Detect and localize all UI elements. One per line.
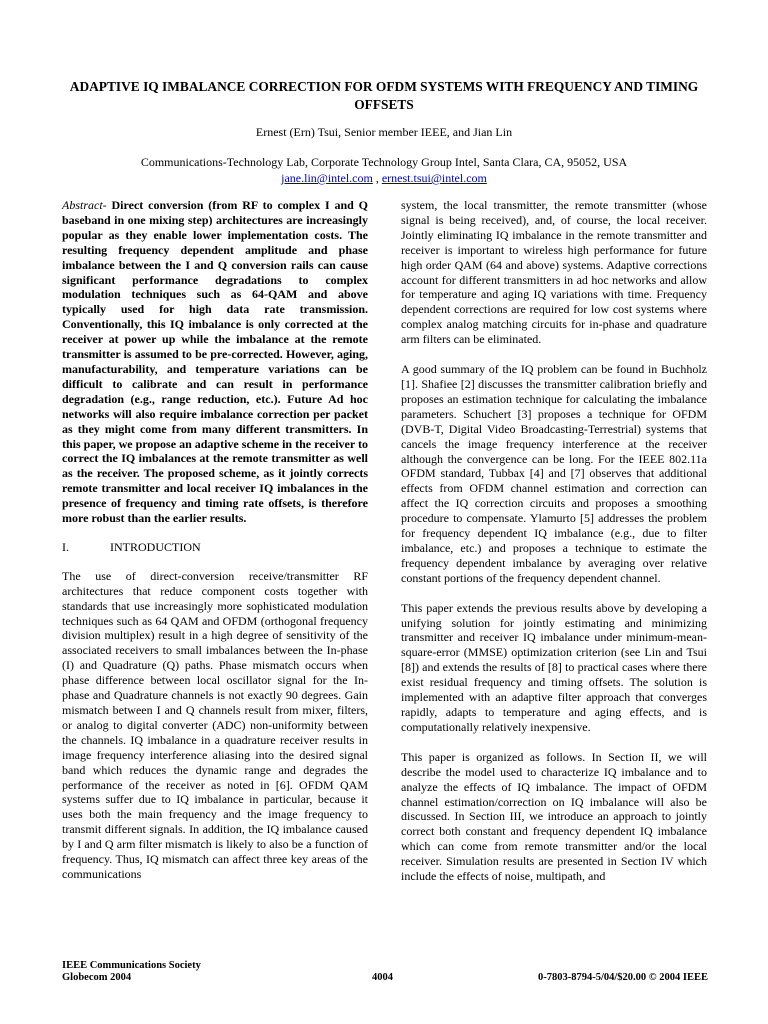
email-link-lin[interactable]: jane.lin@intel.com [281, 171, 373, 185]
affiliation-line: Communications-Technology Lab, Corporate Technology Group Intel, Santa Clara, CA, 95052, USA [140, 155, 628, 169]
section-heading-text: INTRODUCTION [110, 539, 201, 554]
footer-left [62, 960, 201, 984]
intro-paragraph-4: This paper is organized as follows. In Section II, we will describe the model used to characterize IQ imbalance and to analyze the effects of IQ imbalance. The impact of OFDM channel estimation/correction on IQ imbalance will also be discussed. In Section III, we introduce an approach to jointly correct both constant and frequency dependent IQ imbalance which can come from remote transmitter and/or the local receiver. Simulation results are presented in Section IV which include the effects of noise, multipath, and [401, 749, 707, 884]
left-column [62, 198, 368, 882]
email-link-tsui[interactable]: ernest.tsui@intel.com [381, 171, 487, 185]
footer-copyright: 0-7803-8794-5/04/$20.00 © 2004 IEEE [537, 972, 708, 983]
intro-paragraph-1-continued: system, the local transmitter, the remote transmitter (whose signal is being received), and, of course, the local receiver. Jointly eliminating IQ imbalance in the remote transmitter and receiver is important to wireless high performance for future high order QAM (64 and above) systems. Adaptive corrections account for different transmitters in ad hoc networks and allow for temperature and aging IQ variations with time. Frequency dependent corrections are required for low cost systems where complex analog matching circuits for in-phase and quadrature arm filters can be eliminated. [401, 198, 707, 347]
footer-page-number: 4004 [372, 972, 393, 983]
author-line: Ernest (Ern) Tsui, Senior member IEEE, and Jian Lin [255, 125, 513, 139]
abstract-text: Direct conversion (from RF to complex I and Q baseband in one mixing step) architectures are increasingly popular as they enable lower implementation costs. The resulting frequency dependent amplitude and phase imbalance between the I and Q conversion rails can cause significant performance degradations to complex modulation techniques such as 64-QAM and above typically used for high data rate transmission. Conventionally, this IQ imbalance is only corrected at the receiver at power up while the imbalance at the remote transmitter is assumed to be pre-corrected. However, aging, manufacturability, and temperature variations can be difficult to calibrate and can result in performance degradation (e.g., range reduction, etc.). Future Ad hoc networks will also require imbalance correction per packet as they might come from many different transmitters. In this paper, we propose an adaptive scheme in the receiver to correct the IQ imbalances at the remote transmitter as well as the receiver. The proposed scheme, as it jointly corrects remote transmitter and local receiver IQ imbalances in the presence of frequency and timing rate offsets, is therefore more robust than the earlier results. [62, 198, 368, 526]
right-column [401, 198, 707, 884]
intro-paragraph-2: A good summary of the IQ problem can be found in Buchholz [1]. Shafiee [2] discusses the transmitter calibration briefly and proposes an estimation technique for calculating the imbalance parameters. Schuchert [3] proposes a technique for OFDM (DVB-T, Digital Video Broadcasting-Terrestrial) systems that cancels the image frequency interference at the receiver although the convergence can be long. For the IEEE 802.11a OFDM standard, Tubbax [4] and [7] observes that additional effects from OFDM channel estimation and correction can affect the IQ correction circuits and proposes a smoothing procedure to compensate. Ylamurto [5] addresses the problem for frequency dependent IQ imbalance (e.g., due to filter imbalance, etc.) and proposes a technique to estimate the frequency dependent imbalance by averaging over relative constant portions of the frequency dependent channel. [401, 362, 707, 585]
footer-society: IEEE Communications Society [62, 960, 201, 971]
section-number: I. [62, 539, 69, 554]
intro-paragraph-1: The use of direct-conversion receive/transmitter RF architectures that reduce component costs together with standards that use increasingly more sophisticated modulation techniques such as 64 QAM and OFDM (orthogonal frequency division multiplex) result in a high degree of sensitivity of the associated receivers to small imbalances between the In-phase (I) and Quadrature (Q) paths. Phase mismatch occurs when phase difference between local oscillator signal for the In-phase and Quadrature channels is not exactly 90 degrees. Gain mismatch between I and Q channels result from mixer, filters, or analog to digital converter (ADC) non-uniformity between the channels. IQ imbalance in a quadrature receiver results in image frequency interference aliasing into the desired signal band which reduces the dynamic range and degrades the performance of the receiver as noted in [6]. OFDM QAM systems suffer due to IQ imbalance in particular, because it uses both the main frequency and the image frequency to transmit different signals. In addition, the IQ imbalance caused by I and Q arm filter mismatch is likely to also be a function of frequency. Thus, IQ mismatch can affect three key areas of the communications [62, 568, 368, 881]
email-separator: , [372, 171, 382, 185]
email-line [50, 171, 718, 186]
intro-paragraph-3: This paper extends the previous results above by developing a unifying solution for jointly estimating and minimizing transmitter and receiver IQ imbalance under minimum-mean-square-error (MMSE) optimization criterion (see Lin and Tsui [8]) and extends the results of [8] to practical cases where there exist residual frequency and timing offsets. The solution is implemented with an adaptive filter approach that converges rapidly, adapts to temperature and aging effects, and is computationally relatively inexpensive. [401, 600, 707, 734]
section-heading-introduction [62, 540, 368, 555]
abstract-paragraph [62, 198, 368, 526]
paper-title: ADAPTIVE IQ IMBALANCE CORRECTION FOR OFDM SYSTEMS WITH FREQUENCY AND TIMING OFFSETS [69, 79, 699, 112]
footer-conference: Globecom 2004 [62, 972, 132, 983]
abstract-label: Abstract- [62, 198, 107, 212]
